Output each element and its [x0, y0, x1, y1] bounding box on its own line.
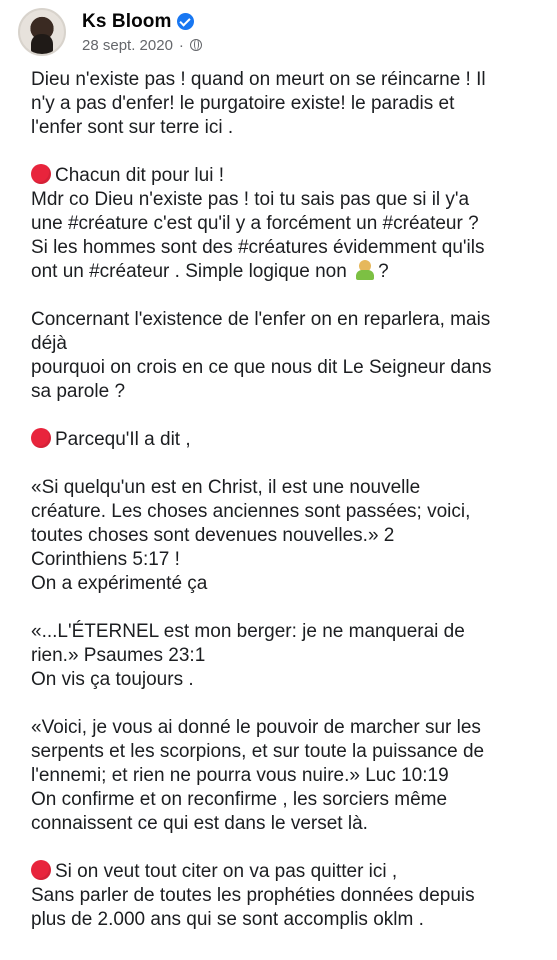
author-name[interactable]: Ks Bloom [82, 10, 172, 32]
text-line: Mdr co Dieu n'existe pas ! toi tu sais pas que si il y'a [31, 189, 470, 210]
red-circle-icon [31, 860, 51, 880]
text-line: Dieu n'existe pas ! quand on meurt on se réincarne ! Il [31, 69, 486, 90]
text-line: connaissent ce qui est dans le verset là. [31, 813, 368, 834]
bullet-text: Parcequ'Il a dit , [55, 429, 191, 450]
text-line: toutes choses sont devenues nouvelles.» 2 [31, 525, 395, 546]
text-line: On vis ça toujours . [31, 669, 194, 690]
text-line: serpents et les scorpions, et sur toute la puissance de [31, 741, 485, 762]
text-line: Concernant l'existence de l'enfer on en reparlera, mais [31, 309, 491, 330]
bullet-text: Si on veut tout citer on va pas quitter ici , [55, 861, 398, 882]
text-segment: ont un #créateur . Simple logique non [31, 261, 353, 282]
text-line: rien.» Psaumes 23:1 [31, 645, 206, 666]
red-circle-icon [31, 164, 51, 184]
paragraph-6 [31, 620, 541, 692]
post-header [18, 6, 202, 58]
post-meta [82, 37, 202, 54]
text-line: Corinthiens 5:17 ! [31, 549, 180, 570]
text-line: Sans parler de toutes les prophéties données depuis [31, 885, 475, 906]
text-line: l'enfer sont sur terre ici . [31, 117, 234, 138]
text-line: une #créature c'est qu'il y a forcément un #créateur ? [31, 213, 479, 234]
bullet-text: Chacun dit pour lui ! [55, 165, 224, 186]
paragraph-3 [31, 308, 541, 404]
text-line: On a expérimenté ça [31, 573, 208, 594]
globe-icon[interactable] [190, 39, 202, 51]
text-line: «Si quelqu'un est en Christ, il est une nouvelle [31, 477, 421, 498]
red-circle-icon [31, 428, 51, 448]
text-line: Si les hommes sont des #créatures évidemment qu'ils [31, 237, 485, 258]
paragraph-5 [31, 476, 541, 596]
paragraph-7 [31, 716, 541, 836]
facepalm-icon [354, 260, 376, 280]
post-body [31, 68, 541, 956]
paragraph-4 [31, 428, 541, 452]
avatar[interactable] [18, 8, 66, 56]
text-line: n'y a pas d'enfer! le purgatoire existe! le paradis et [31, 93, 455, 114]
text-segment: ? [378, 261, 389, 282]
bullet-line [31, 164, 541, 188]
paragraph-1 [31, 68, 541, 140]
text-line: On confirme et on reconfirme , les sorciers même [31, 789, 448, 810]
text-line: «Voici, je vous ai donné le pouvoir de marcher sur les [31, 717, 481, 738]
meta-separator: · [178, 36, 184, 54]
text-line-with-emoji [31, 260, 541, 284]
text-line: l'ennemi; et rien ne pourra vous nuire.» Luc 10:19 [31, 765, 449, 786]
verified-badge-icon [177, 13, 194, 30]
text-line: plus de 2.000 ans qui se sont accomplis oklm . [31, 909, 424, 930]
post-date[interactable]: 28 sept. 2020 [82, 36, 173, 54]
text-line: créature. Les choses anciennes sont passées; voici, [31, 501, 471, 522]
bullet-line [31, 860, 541, 884]
paragraph-2 [31, 164, 541, 284]
text-line: pourquoi on crois en ce que nous dit Le Seigneur dans [31, 357, 492, 378]
post-header-text [82, 11, 202, 54]
text-line: sa parole ? [31, 381, 126, 402]
text-line: déjà [31, 333, 67, 354]
bullet-line [31, 428, 541, 452]
text-line: «...L'ÉTERNEL est mon berger: je ne manquerai de [31, 621, 465, 642]
paragraph-8 [31, 860, 541, 932]
author-row [82, 11, 202, 33]
